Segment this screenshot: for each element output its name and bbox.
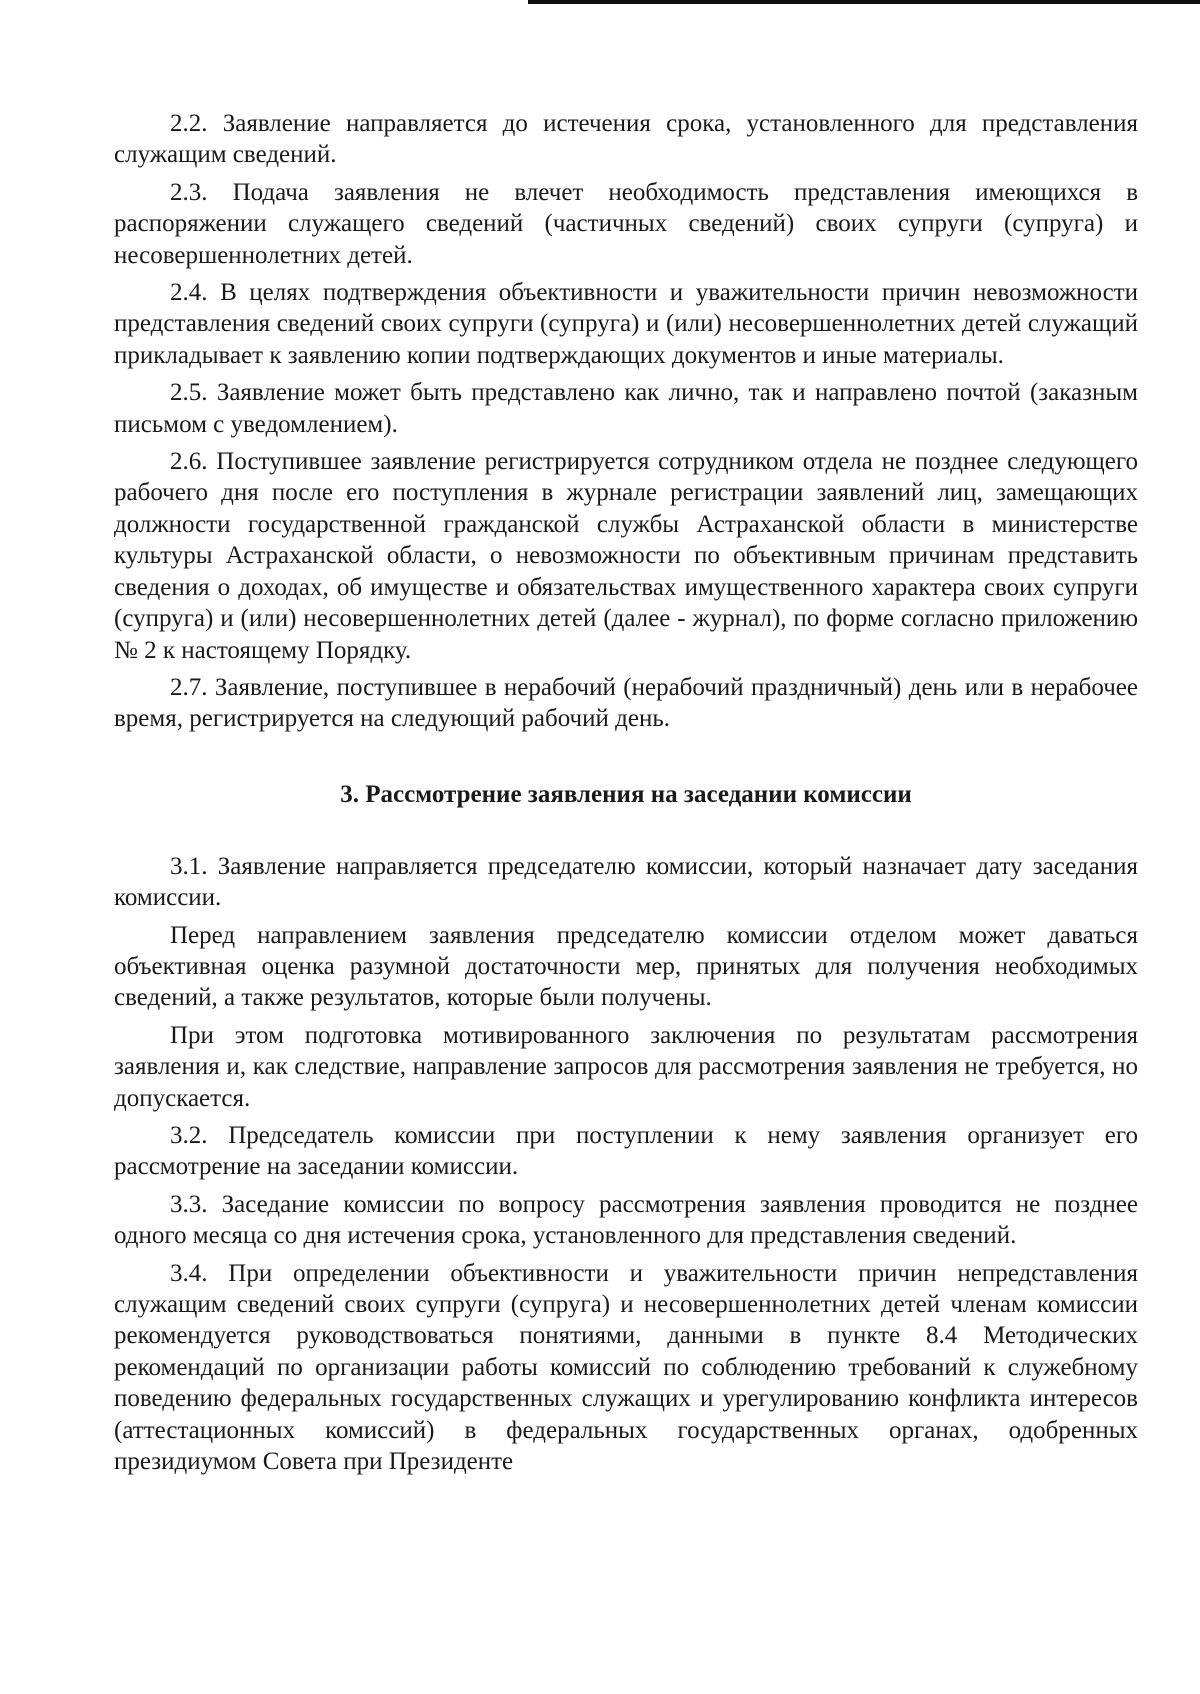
paragraph-3-3: 3.3. Заседание комиссии по вопросу рассмотрения заявления проводится не позднее одного месяца со дня истечения срока, установленного для представления сведений. <box>114 1190 1138 1250</box>
paragraph-2-4: 2.4. В целях подтверждения объективности и уважительности причин невозможности представления сведений своих супруги (супруга) и (или) несовершеннолетних детей служащий прикладывает к заявлению копии подтверждающих документов и иные материалы. <box>114 279 1138 369</box>
paragraph-2-6: 2.6. Поступившее заявление регистрируется сотрудником отдела не позднее следующего рабочего дня после его поступления в журнале регистрации заявлений лиц, замещающих должности государственной гражданской службы Астраханской области в министерстве культуры Астраханской области, о невозможности по объективным причинам представить сведения о доходах, об имуществе и обязательствах имущественного характера своих супруги (супруга) и (или) несовершеннолетних детей (далее - журнал), по форме согласно приложению № 2 к настоящему Порядку. <box>114 448 1138 664</box>
paragraph-3-1-assessment: Перед направлением заявления председателю комиссии отделом может даваться объективная оценка разумной достаточности мер, принятых для получения необходимых сведений, а также результатов, которые были получены. <box>114 921 1138 1012</box>
paragraph-3-1-conclusion: При этом подготовка мотивированного заключения по результатам рассмотрения заявления и, как следствие, направление запросов для рассмотрения заявления не требуется, но допускается. <box>114 1021 1138 1112</box>
section-3-heading: 3. Рассмотрение заявления на заседании комиссии <box>340 780 912 808</box>
paragraph-2-5: 2.5. Заявление может быть представлено как лично, так и направлено почтой (заказным письмом с уведомлением). <box>114 379 1138 438</box>
paragraph-3-2: 3.2. Председатель комиссии при поступлении к нему заявления организует его рассмотрение на заседании комиссии. <box>114 1121 1138 1181</box>
paragraph-2-2: 2.2. Заявление направляется до истечения срока, установленного для представления служащим сведений. <box>114 110 1138 169</box>
scan-edge-mark <box>528 0 1200 4</box>
paragraph-3-4: 3.4. При определении объективности и уважительности причин непредставления служащим сведений своих супруги (супруга) и несовершеннолетних детей членам комиссии рекомендуется руководствоваться понятиями, данными в пункте 8.4 Методических рекомендаций по организации работы комиссий по соблюдению требований к служебному поведению федеральных государственных служащих и урегулированию конфликта интересов (аттестационных комиссий) в федеральных государственных органах, одобренных президиумом Совета при Президенте <box>114 1259 1138 1476</box>
paragraph-3-1: 3.1. Заявление направляется председателю комиссии, который назначает дату заседания комиссии. <box>114 852 1138 912</box>
paragraph-2-3: 2.3. Подача заявления не влечет необходимость представления имеющихся в распоряжении служащего сведений (частичных сведений) своих супруги (супруга) и несовершеннолетних детей. <box>114 178 1138 269</box>
document-body <box>114 108 1138 1477</box>
paragraph-2-7: 2.7. Заявление, поступившее в нерабочий (нерабочий праздничный) день или в нерабочее время, регистрируется на следующий рабочий день. <box>114 673 1138 733</box>
